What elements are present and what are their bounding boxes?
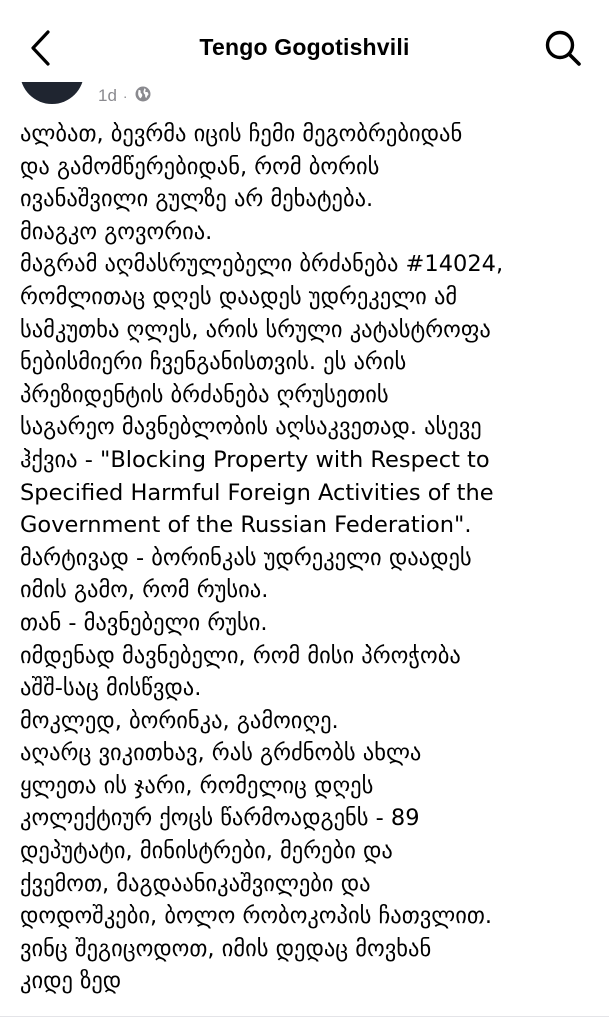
post-meta: [98, 84, 152, 108]
search-icon: [543, 28, 583, 72]
search-button[interactable]: [540, 28, 586, 72]
page-title: Tengo Gogotishvili: [199, 34, 410, 60]
post-body: ალბათ, ბევრმა იცის ჩემი მეგობრებიდან და გამომწერებიდან, რომ ბორის ივანაშვილი გულზე არ მეხატება. მიაგკო გოვორია. მაგრამ აღმასრულებელი ბრძანება #14024, რომლითაც დღეს დაადეს უდრეკელი ამ სამკუთხა ღლეს, არის სრული კატასტროფა ნებისმიერი ჩვენგანისთვის. ეს არის პრეზიდენტის ბრძანება ღრუსეთის საგარეო მავნებლობის აღსაკვეთად. ასევე ჰქვია - "Blocking Property with Respect to Specified Harmful Foreign Activities of the Government of the Russian Federation". მარტივად - ბორინკას უდრეკელი დაადეს იმის გამო, რომ რუსია. თან - მავნებელი რუსი. იმდენად მავნებელი, რომ მისი პროჭობა აშშ-საც მისწვდა. მოკლედ, ბორინკა, გამოიღე. აღარც ვიკითხავ, რას გრძნობს ახლა ყლეთა ის ჯარი, რომელიც დღეს კოლექტიურ ქოცს წარმოადგენს - 89 დეპუტატი, მინისტრები, მერები და ქვემოთ, მაგდაანიკაშვილები და დოდოშკები, ბოლო რობოკოპის ჩათვლით. ვინც შეგიცოდოთ, იმის დედაც მოვხან კიდე ზედ: [20, 121, 504, 995]
globe-icon: [134, 85, 152, 108]
meta-separator: ·: [122, 88, 128, 104]
divider: [0, 1016, 609, 1017]
post-time: 1d: [98, 86, 117, 105]
app-header: [0, 0, 609, 96]
